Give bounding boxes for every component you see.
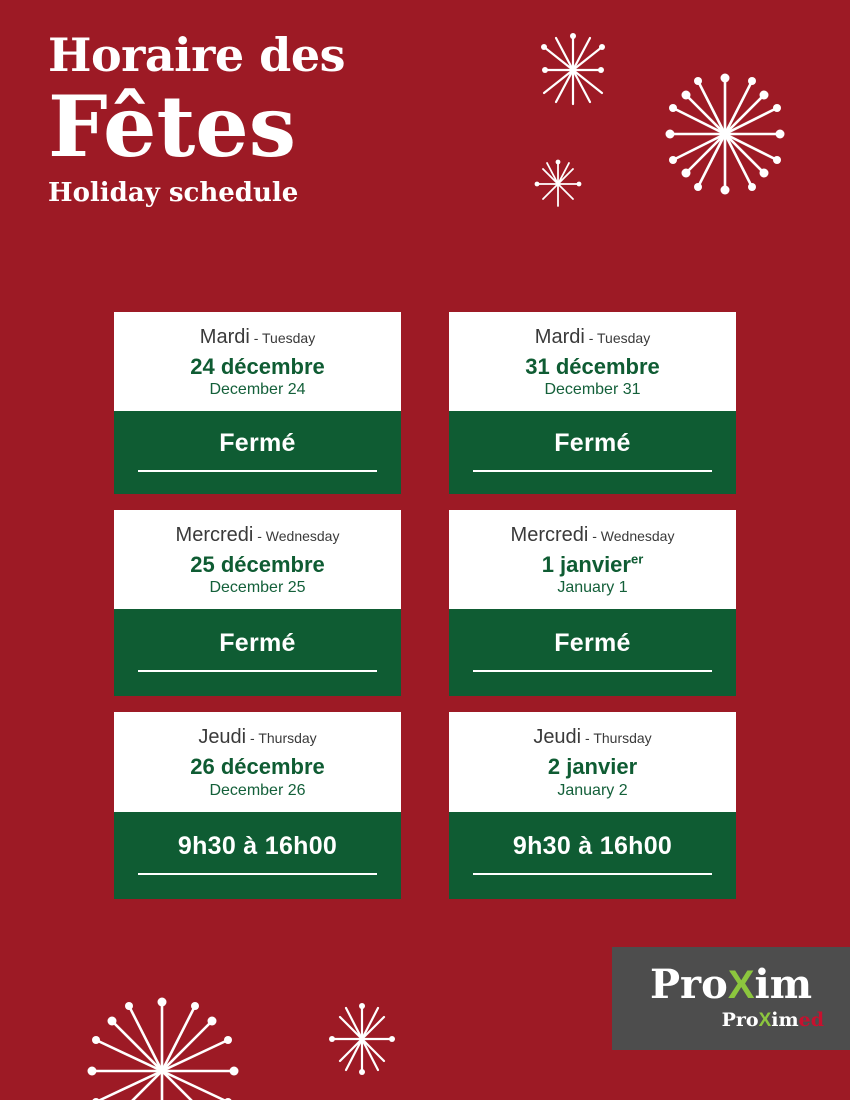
logo-name-after: im (754, 961, 813, 1008)
card-day-line (124, 326, 391, 349)
schedule-row (114, 712, 736, 914)
poster-header (48, 28, 346, 208)
card-date-section (114, 510, 401, 609)
card-date-fr-sup: er (630, 551, 644, 567)
card-date-fr-text: 24 décembre (190, 353, 325, 379)
card-day-sep: - (246, 730, 259, 747)
card-date-en: December 31 (544, 381, 641, 399)
card-hours-section (114, 812, 401, 899)
card-day-en: Tuesday (262, 330, 316, 346)
schedule-card (449, 712, 736, 898)
title-line-1: Horaire des (48, 28, 346, 82)
card-day-fr: Jeudi (198, 726, 247, 749)
card-date-en: December 24 (209, 381, 306, 399)
card-day-line (124, 524, 391, 547)
card-hours-section (114, 411, 401, 494)
schedule-card (449, 312, 736, 494)
card-date-section (449, 312, 736, 411)
card-hours-section (449, 812, 736, 899)
snowflake-icon (533, 158, 583, 210)
schedule-card (114, 712, 401, 898)
card-hours-section (114, 609, 401, 696)
card-day-en: Thursday (593, 730, 652, 747)
card-hours-section (449, 411, 736, 494)
title-subtitle: Holiday schedule (48, 177, 299, 208)
card-date-en: January 2 (557, 781, 628, 799)
card-date-fr-text: 31 décembre (525, 353, 660, 379)
card-date-fr-text: 2 janvier (547, 754, 638, 780)
logo-name-before: Pro (649, 961, 728, 1008)
schedule-row (114, 510, 736, 712)
card-day-sep: - (253, 528, 266, 545)
card-day-en: Wednesday (600, 528, 675, 545)
snowflake-icon (326, 1000, 398, 1076)
logo-x-icon: X (727, 963, 755, 1007)
card-day-sep: - (581, 730, 594, 747)
proxim-logo (612, 947, 850, 1050)
card-date-fr (459, 354, 726, 379)
logo-sub-x-icon: X (758, 1010, 772, 1031)
logo-subwordmark (722, 1009, 824, 1032)
card-date-en: December 25 (209, 579, 306, 597)
schedule-card (114, 312, 401, 494)
card-day-sep: - (588, 528, 601, 545)
card-date-section (114, 312, 401, 411)
snowflake-icon (660, 68, 790, 200)
card-hours: Fermé (138, 429, 377, 472)
card-day-fr: Mercredi (510, 524, 589, 547)
card-day-en: Tuesday (597, 330, 651, 346)
card-hours: 9h30 à 16h00 (473, 832, 712, 875)
card-day-fr: Mercredi (175, 524, 254, 547)
logo-sub-before: Pro (721, 1009, 759, 1031)
snowflake-icon (536, 30, 610, 110)
card-day-en: Wednesday (265, 528, 340, 545)
card-date-fr-text: 25 décembre (190, 552, 325, 578)
schedule-card (449, 510, 736, 696)
card-day-fr: Mardi (199, 326, 250, 348)
card-day-fr: Jeudi (533, 726, 582, 749)
card-day-sep: - (584, 330, 598, 346)
card-date-en: January 1 (557, 579, 628, 597)
card-date-fr (459, 552, 726, 577)
title-line-2: Fêtes (48, 77, 297, 176)
card-day-en: Thursday (258, 730, 317, 747)
card-date-section (114, 712, 401, 811)
card-hours: Fermé (473, 629, 712, 672)
card-date-fr-text: 26 décembre (190, 754, 325, 780)
card-date-en: December 26 (209, 781, 306, 799)
card-date-fr-text: 1 janvier (541, 552, 631, 578)
card-date-fr (124, 354, 391, 379)
card-date-fr (124, 552, 391, 577)
card-day-line (459, 524, 726, 547)
card-day-line (459, 326, 726, 349)
snowflake-icon (84, 988, 240, 1100)
logo-sub-end: ed (798, 1009, 824, 1031)
schedule-row (114, 312, 736, 510)
card-hours-section (449, 609, 736, 696)
card-date-fr (124, 754, 391, 779)
schedule-grid (114, 312, 736, 915)
card-date-section (449, 510, 736, 609)
card-date-fr (459, 754, 726, 779)
card-day-line (124, 726, 391, 749)
card-day-sep: - (249, 330, 263, 346)
card-day-fr: Mardi (534, 326, 585, 348)
card-day-line (459, 726, 726, 749)
card-hours: 9h30 à 16h00 (138, 832, 377, 875)
logo-sub-mid: im (771, 1009, 799, 1031)
schedule-card (114, 510, 401, 696)
logo-wordmark (649, 961, 813, 1008)
card-hours: Fermé (473, 429, 712, 472)
card-hours: Fermé (138, 629, 377, 672)
card-date-section (449, 712, 736, 811)
